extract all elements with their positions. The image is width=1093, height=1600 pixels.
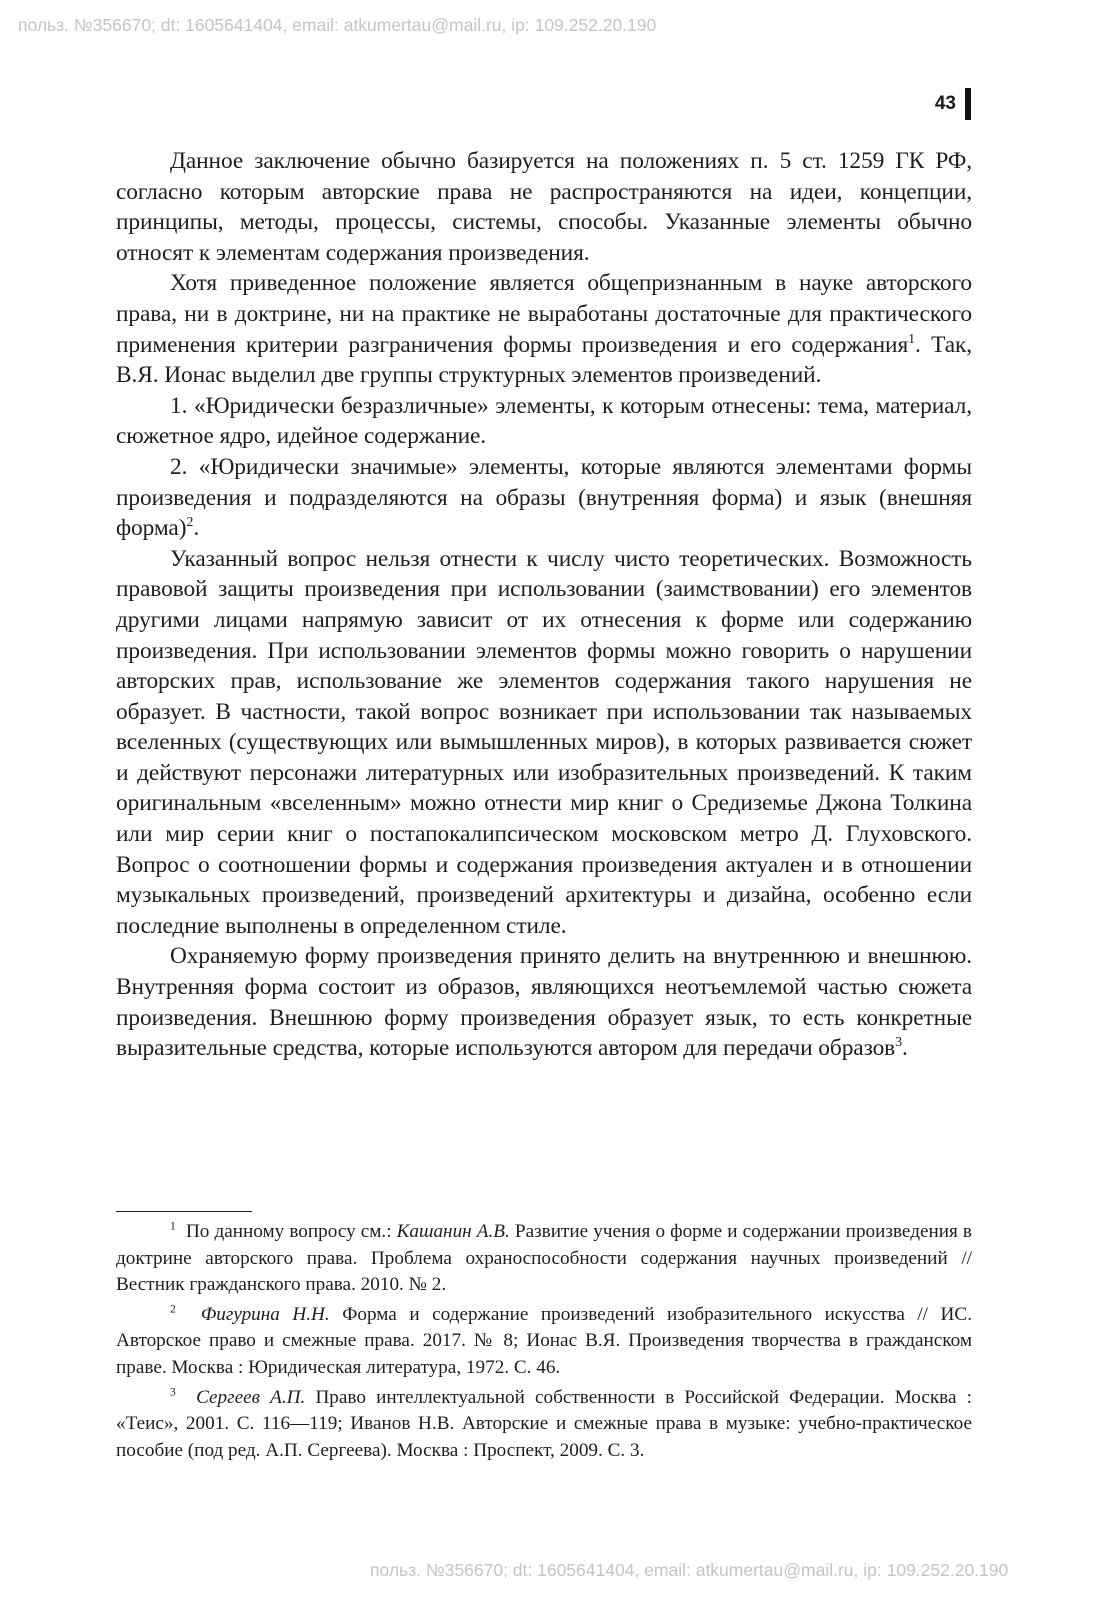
footnote: $^2$ Фигурина Н.Н. Форма и содержание произведений изобразительного искусства // ИС. Авторское право и смежные права. 2017. № 8; Ионас В.Я. Произведения творчества в гражданском праве. Москва : Юридическая литература, 1972. С. 46. bbox=[116, 1303, 972, 1378]
footnote-ref[interactable]: 2 bbox=[186, 514, 194, 531]
watermark-bottom: польз. №356670; dt: 1605641404, email: atkumertau@mail.ru, ip: 109.252.20.190 bbox=[370, 1560, 1009, 1580]
footnote: $^1$ По данному вопросу см.: Кашанин А.В. Развитие учения о форме и содержании произведения в доктрине авторского права. Проблема охраноспособности содержания научных произведений // Вестник гражданского права. 2010. № 2. bbox=[116, 1220, 972, 1296]
footnote-author: Сергеев А.П. bbox=[196, 1386, 306, 1408]
page-header bbox=[935, 88, 971, 120]
paragraph: Охраняемую форму произведения принято делить на внутреннюю и внешнюю. Внутренняя форма состоит из образов, являющихся неотъемлемой частью сюжета произведения. Внешнюю форму произведения образует язык, то есть конкретные выразительные средства, которые используются автором для передачи образов$^3$. bbox=[116, 943, 972, 1062]
footnote-ref[interactable]: 3 bbox=[895, 1034, 903, 1051]
paragraph: Данное заключение обычно базируется на положениях п. 5 ст. 1259 ГК РФ, согласно которым авторские права не распространяются на идеи, концепции, принципы, методы, процессы, системы, способы. Указанные элементы обычно относят к элементам содержания произведения. bbox=[116, 148, 972, 266]
footnote-number: 1 bbox=[170, 1220, 176, 1233]
paragraph: Хотя приведенное положение является общепризнанным в науке авторского права, ни в доктрине, ни на практике не выработаны достаточные для практического применения критерии разграничения формы произведения и его содержания$^1$. Так, В.Я. Ионас выделил две группы структурных элементов произведений. bbox=[116, 270, 972, 389]
page-number: 43 bbox=[934, 93, 956, 114]
footnote-number: 2 bbox=[170, 1303, 176, 1316]
footnotes bbox=[116, 1219, 972, 1467]
footnote-separator bbox=[116, 1211, 252, 1212]
footnote-author: Фигурина Н.Н. bbox=[200, 1303, 330, 1325]
paragraph: 1. «Юридически безразличные» элементы, к которым отнесены: тема, материал, сюжетное ядро, идейное содержание. bbox=[116, 392, 972, 450]
footnote-ref[interactable]: 1 bbox=[908, 330, 916, 347]
footnote-number: 3 bbox=[170, 1386, 176, 1399]
paragraph: Указанный вопрос нельзя отнести к числу чисто теоретических. Возможность правовой защиты произведения при использовании (заимствовании) его элементов другими лицами напрямую зависит от их отнесения к форме или содержанию произведения. При использовании элементов формы можно говорить о нарушении авторских прав, использование же элементов содержания такого нарушения не образует. В частности, такой вопрос возникает при использовании так называемых вселенных (существующих или вымышленных миров), в которых развивается сюжет и действуют персонажи литературных или изобразительных произведений. К таким оригинальным «вселенным» можно отнести мир книг о Средиземье Джона Толкина или мир серии книг о постапокалипсическом московском метро Д. Глуховского. Вопрос о соотношении формы и содержания произведения актуален и в отношении музыкальных произведений, произведений архитектуры и дизайна, особенно если последние выполнены в определенном стиле. bbox=[116, 545, 972, 939]
paragraph: 2. «Юридически значимые» элементы, которые являются элементами формы произведения и подразделяются на образы (внутренняя форма) и язык (внешняя форма)$^2$. bbox=[116, 453, 972, 542]
page-marker-bar bbox=[965, 88, 971, 120]
body-text bbox=[116, 146, 972, 1064]
watermark-top: польз. №356670; dt: 1605641404, email: atkumertau@mail.ru, ip: 109.252.20.190 bbox=[18, 15, 657, 35]
footnote: $^3$ Сергеев А.П. Право интеллектуальной собственности в Российской Федерации. Москва : «Теис», 2001. С. 116—119; Иванов Н.В. Авторские и смежные права в музыке: учебно-практическое пособие (под ред. А.П. Сергеева). Москва : Проспект, 2009. С. 3. bbox=[116, 1386, 972, 1461]
footnote-author: Кашанин А.В. bbox=[396, 1221, 510, 1242]
